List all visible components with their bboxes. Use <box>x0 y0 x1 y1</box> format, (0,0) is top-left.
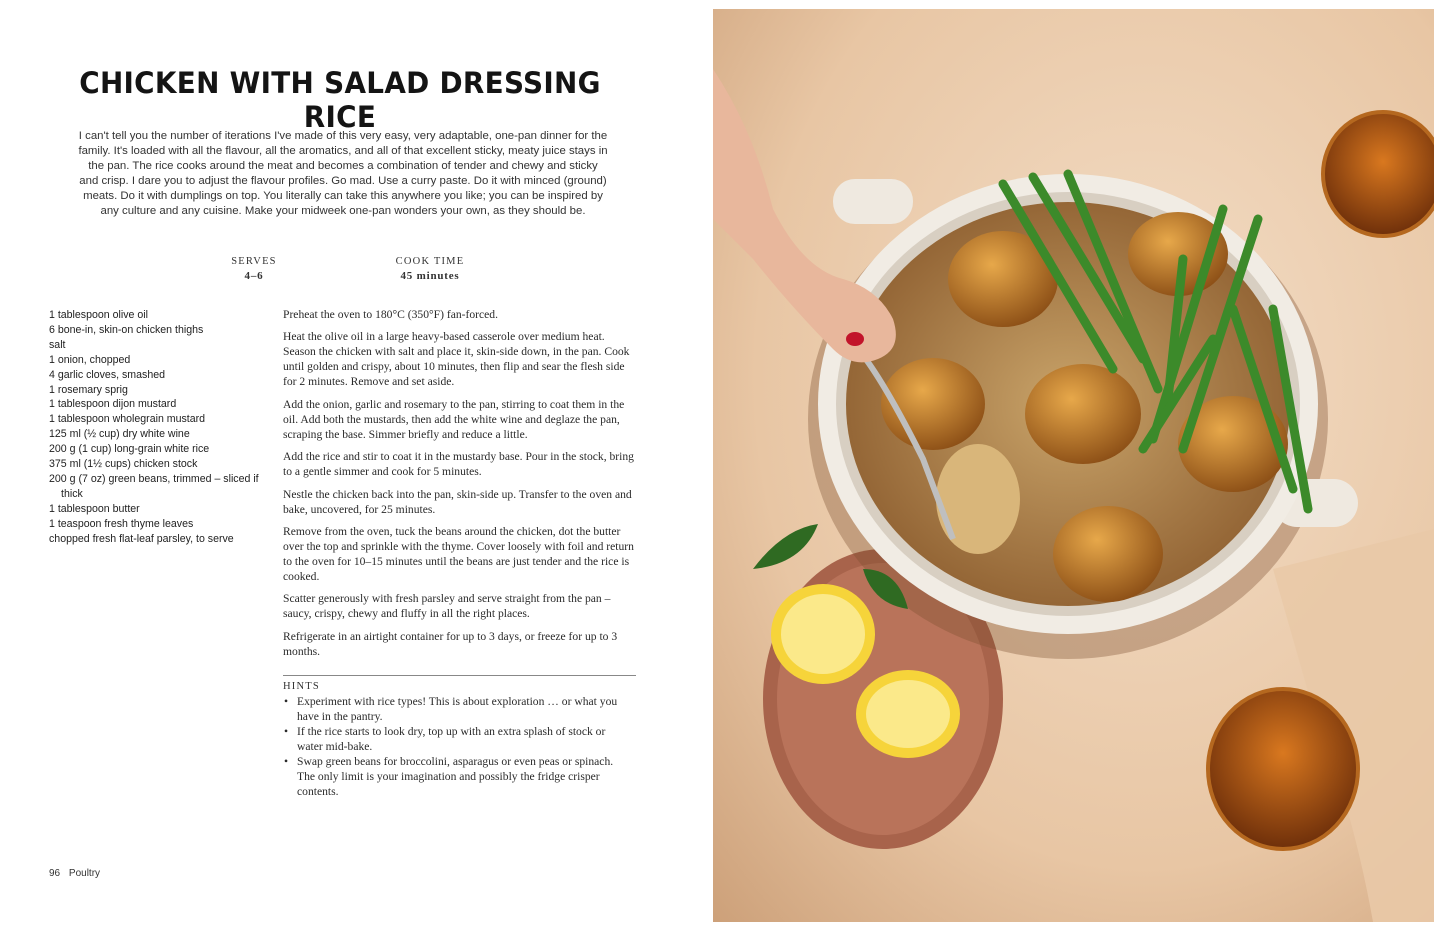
ingredient-item: 1 tablespoon olive oil <box>49 309 148 321</box>
ingredient-item: 1 tablespoon dijon mustard <box>49 398 177 411</box>
lemon-half-inner <box>781 594 865 674</box>
serves-block <box>214 255 294 284</box>
bullet-icon: • <box>284 695 289 708</box>
hint-item <box>283 724 628 754</box>
serves-value: 4–6 <box>244 270 264 282</box>
method-step: Heat the olive oil in a large heavy-based casserole over medium heat. Season the chicken with salt and place it, skin-side down, in the pan. Cook until golden and crispy, about 10 minutes, then flip and sear the flesh side for 2 minutes. Remove and set aside. <box>283 330 630 389</box>
ingredient-item: 4 garlic cloves, smashed <box>49 368 165 381</box>
recipe-page <box>0 0 700 939</box>
bullet-icon: • <box>284 755 289 768</box>
ingredient-item: 1 rosemary sprig <box>49 383 128 396</box>
ingredient-item: 6 bone-in, skin-on chicken thighs <box>49 323 204 336</box>
section-name: Poultry <box>68 868 101 879</box>
ingredient-item: 125 ml (½ cup) dry white wine <box>49 428 190 441</box>
ingredient-item: 200 g (7 oz) green beans, trimmed – sliced if thick <box>49 472 259 500</box>
hints-list <box>283 694 628 799</box>
rice-scoop <box>936 444 1020 554</box>
ingredient-item: 375 ml (1½ cups) chicken stock <box>49 458 198 471</box>
method-step: Scatter generously with fresh parsley and serve straight from the pan – saucy, crispy, chewy and fluffy in all the right places. <box>283 592 611 621</box>
hints-divider <box>283 675 636 676</box>
page-number: 96 <box>49 868 61 879</box>
hint-item <box>283 754 628 799</box>
method-step: Nestle the chicken back into the pan, skin-side up. Transfer to the oven and bake, uncovered, for 25 minutes. <box>283 487 632 516</box>
ingredient-item: 200 g (1 cup) long-grain white rice <box>49 443 210 456</box>
chicken-thigh <box>1025 364 1141 464</box>
ingredient-item: chopped fresh flat-leaf parsley, to serve <box>49 532 234 545</box>
ingredient-item: 1 tablespoon wholegrain mustard <box>49 413 206 426</box>
nail-polish <box>846 332 864 346</box>
method-step: Add the onion, garlic and rosemary to the pan, stirring to coat them in the oil. Add both the mustards, then add the white wine and deglaze the pan, scraping the base. Simmer briefly and reduce a little. <box>283 397 625 441</box>
hint-item <box>283 694 628 724</box>
cook-time-value: 45 minutes <box>400 270 460 282</box>
method-steps <box>283 307 637 666</box>
recipe-photo <box>713 9 1434 922</box>
pan-handle-left <box>833 179 913 224</box>
recipe-title: CHICKEN WITH SALAD DRESSING RICE <box>79 66 601 134</box>
recipe-intro: I can't tell you the number of iterations I've made of this very easy, very adaptable, one-pan dinner for the family. It's loaded with all the flavour, all the aromatics, and all of that excellent sticky, meaty juice stays in the pan. The rice cooks around the meat and becomes a combination of tender and chewy and sticky and crisp. I dare you to adjust the flavour profiles. Go mad. Use a curry paste. Do it with minced (ground) meats. Do it with dumplings on top. You literally can take this anywhere you like; you can be inspired by any culture and any cuisine. Make your midweek one-pan wonders your own, as they should be. <box>78 130 608 217</box>
ingredient-item: 1 tablespoon butter <box>49 502 140 515</box>
hint-text: Swap green beans for broccolini, asparagus or even peas or spinach. The only limit is your imagination and possibly the fridge crisper contents. <box>297 755 614 798</box>
method-step: Refrigerate in an airtight container for up to 3 days, or freeze for up to 3 months. <box>283 629 618 658</box>
hint-text: Experiment with rice types! This is about exploration … or what you have in the pantry. <box>297 695 618 723</box>
chicken-thigh <box>1053 506 1163 602</box>
ingredient-item: 1 teaspoon fresh thyme leaves <box>49 517 194 530</box>
hints-title: HINTS <box>283 681 320 692</box>
ingredient-list <box>49 308 264 547</box>
method-step: Add the rice and stir to coat it in the mustardy base. Pour in the stock, bring to a gentle simmer and cook for 5 minutes. <box>283 450 634 479</box>
method-step: Preheat the oven to 180°C (350°F) fan-forced. <box>283 308 498 321</box>
lemon-half-inner <box>866 680 950 748</box>
cook-time-label: COOK TIME <box>395 256 465 267</box>
method-step: Remove from the oven, tuck the beans around the chicken, dot the butter over the top and sprinkle with the thyme. Cover loosely with foil and return to the oven for 10–15 minutes until the beans are just tender and the rice is cooked. <box>283 524 634 583</box>
serves-label: SERVES <box>231 256 277 267</box>
ingredient-item: salt <box>49 338 66 351</box>
ingredient-item: 1 onion, chopped <box>49 353 131 366</box>
hint-text: If the rice starts to look dry, top up with an extra splash of stock or water mid-bake. <box>297 725 606 753</box>
page-footer <box>49 868 100 879</box>
bullet-icon: • <box>284 725 289 738</box>
cook-time-block <box>380 255 480 284</box>
